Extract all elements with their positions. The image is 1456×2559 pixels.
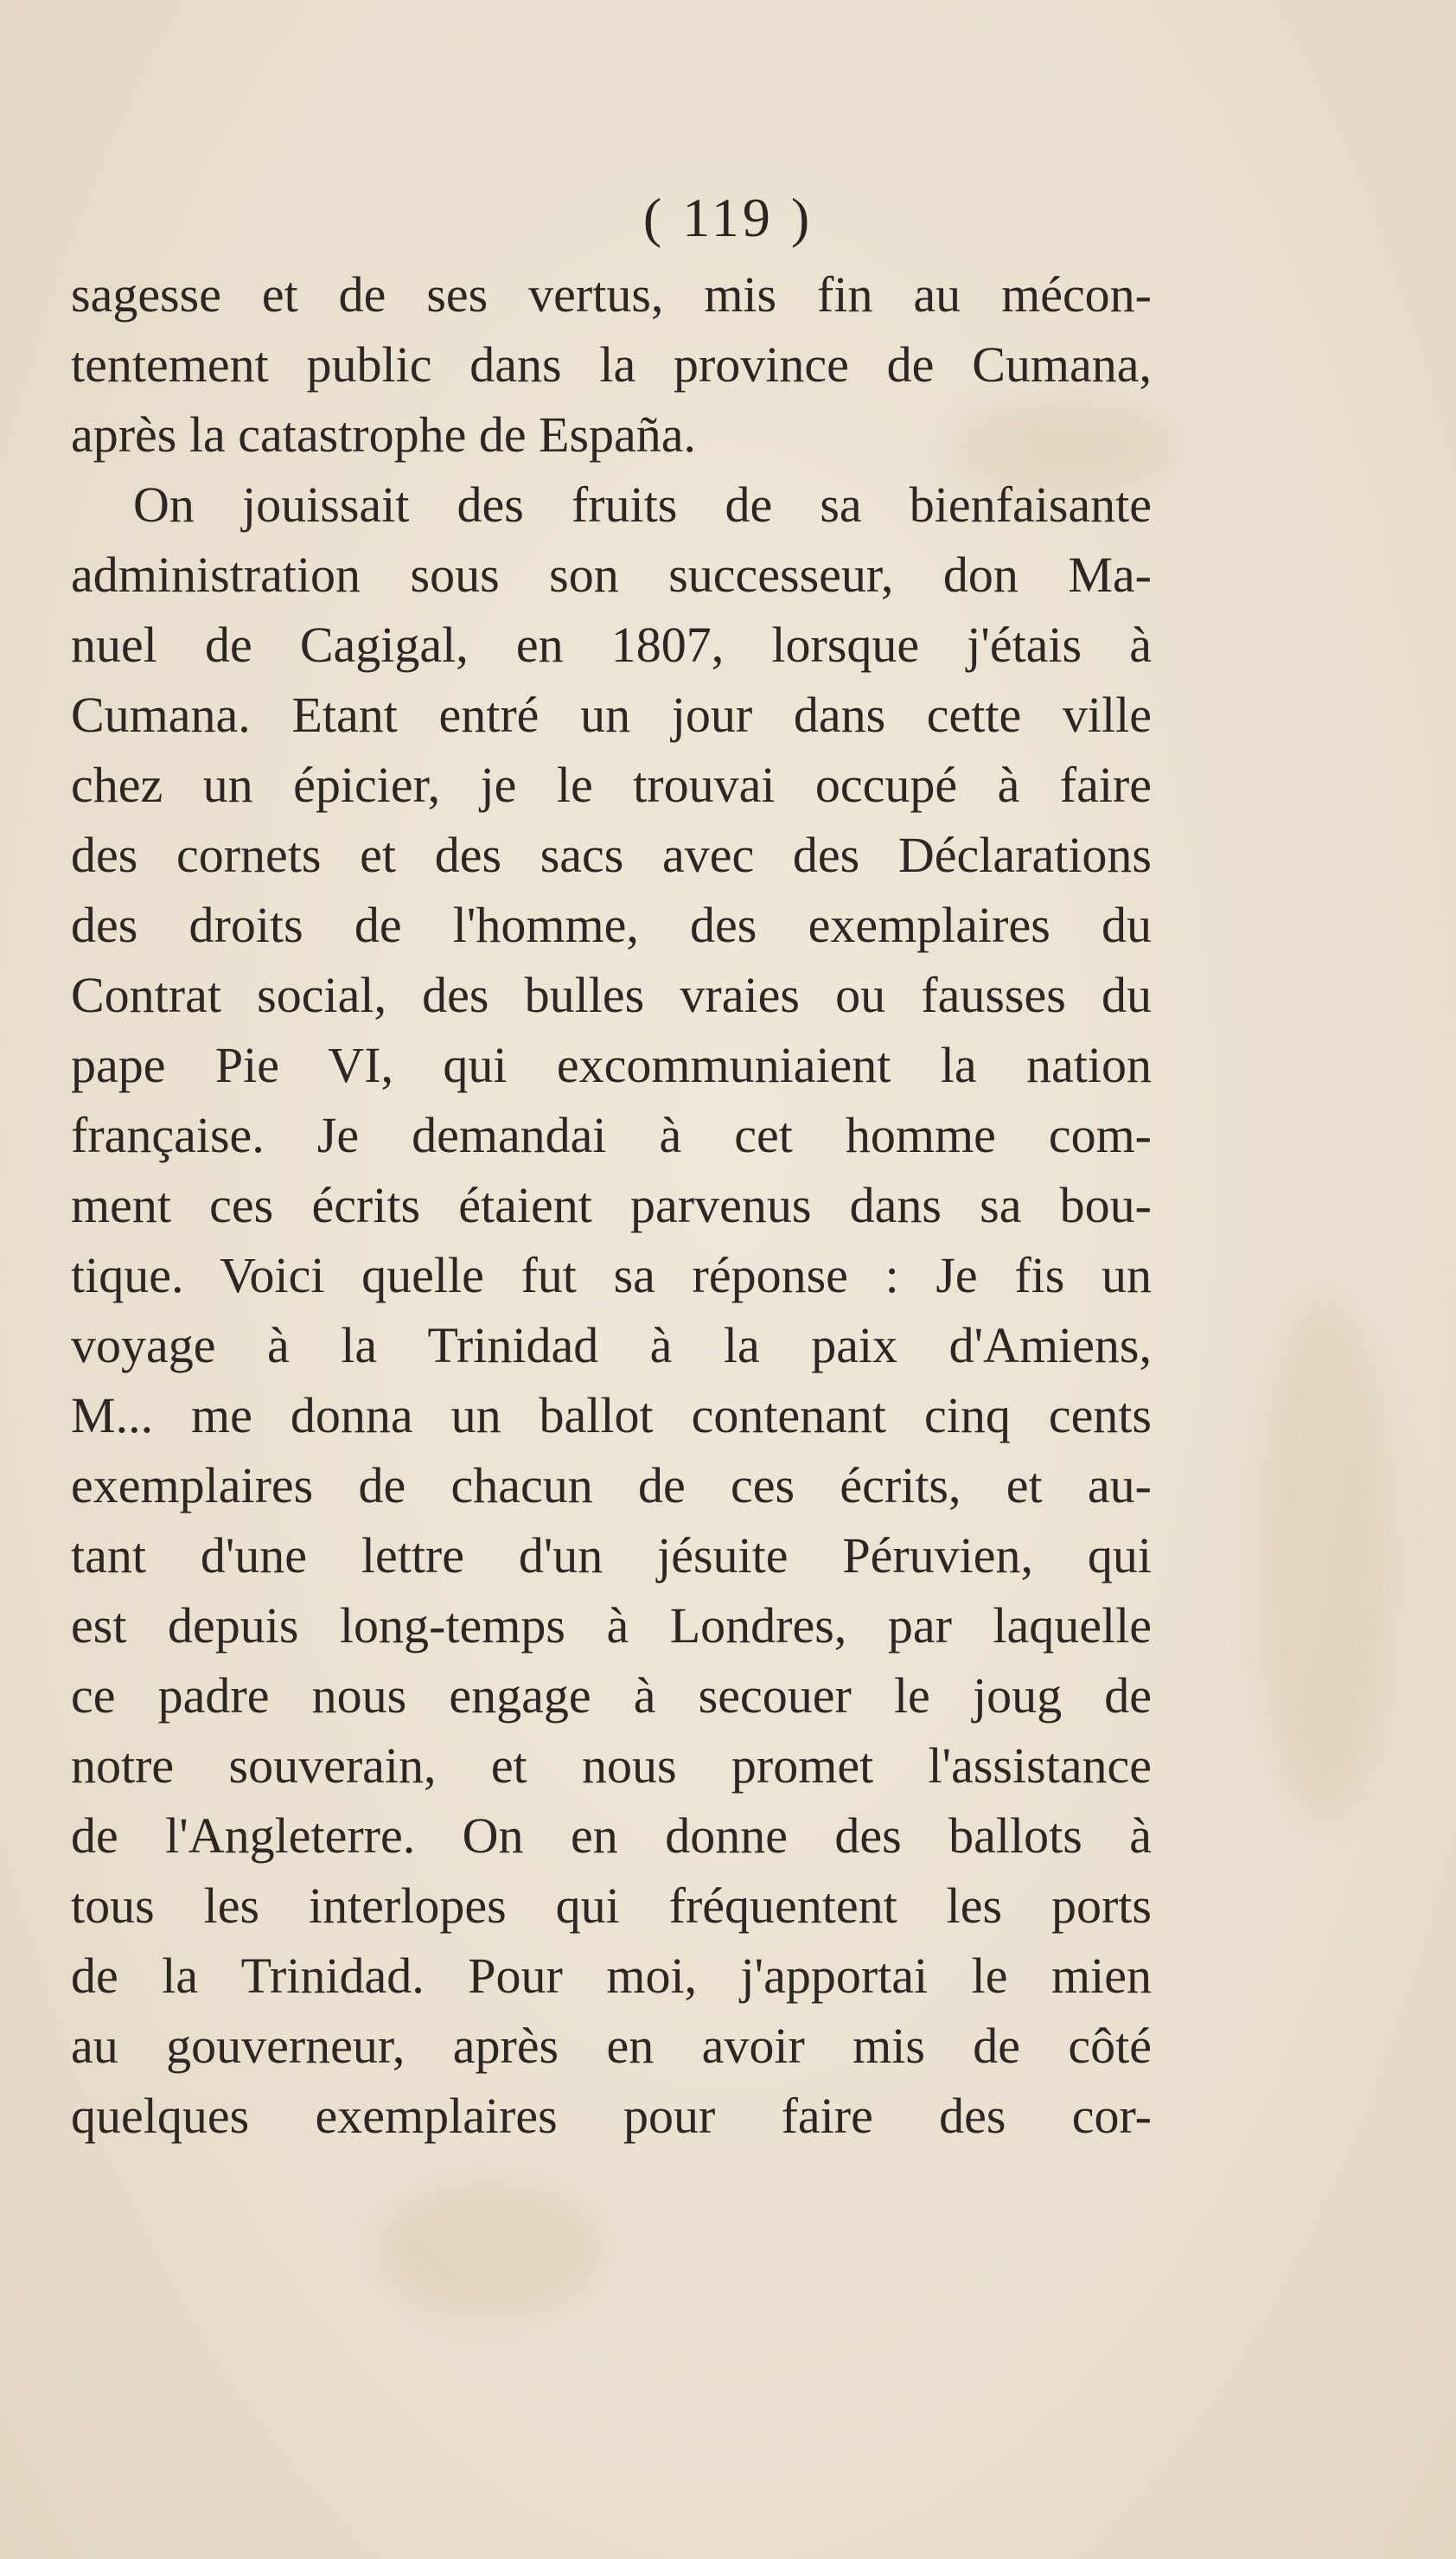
text-line: quelques exemplaires pour faire des cor- (71, 2088, 1152, 2144)
text-line: exemplaires de chacun de ces écrits, et au- (71, 1457, 1152, 1513)
text-line: des droits de l'homme, des exemplaires du (71, 897, 1152, 953)
text-line: tant d'une lettre d'un jésuite Péruvien, qui (71, 1527, 1152, 1583)
text-line: tique. Voici quelle fut sa réponse : Je fis un (71, 1247, 1152, 1303)
text-line: nuel de Cagigal, en 1807, lorsque j'étais à (71, 617, 1152, 673)
text-line: ce padre nous engage à secouer le joug de (71, 1667, 1152, 1724)
text-line: administration sous son successeur, don Ma- (71, 547, 1152, 603)
text-line: des cornets et des sacs avec des Déclarations (71, 827, 1152, 883)
paper-stain (380, 2179, 605, 2318)
text-line: notre souverain, et nous promet l'assistance (71, 1737, 1152, 1794)
text-line: après la catastrophe de España. (71, 406, 697, 463)
text-line: ment ces écrits étaient parvenus dans sa bou- (71, 1177, 1152, 1233)
text-line: chez un épicier, je le trouvai occupé à faire (71, 757, 1152, 813)
text-line: de la Trinidad. Pour moi, j'apportai le mien (71, 1948, 1152, 2004)
text-line: Cumana. Etant entré un jour dans cette ville (71, 687, 1152, 743)
text-line: M... me donna un ballot contenant cinq cents (71, 1387, 1152, 1443)
text-line: est depuis long-temps à Londres, par laquelle (71, 1597, 1152, 1654)
text-line: sagesse et de ses vertus, mis fin au mécon- (71, 266, 1152, 323)
text-line: pape Pie VI, qui excommuniaient la nation (71, 1037, 1152, 1093)
text-line: tous les interlopes qui fréquentent les ports (71, 1878, 1152, 1934)
paper-stain (1254, 1297, 1392, 1816)
text-line: Contrat social, des bulles vraies ou fausses du (71, 967, 1152, 1023)
page-number: ( 119 ) (642, 187, 814, 248)
text-line: tentement public dans la province de Cumana, (71, 336, 1152, 393)
text-line: française. Je demandai à cet homme com- (71, 1107, 1152, 1163)
body-text (71, 259, 1152, 2151)
text-line: au gouverneur, après en avoir mis de côté (71, 2018, 1152, 2074)
text-line: de l'Angleterre. On en donne des ballots à (71, 1807, 1152, 1864)
text-line: On jouissait des fruits de sa bienfaisante (133, 477, 1152, 533)
text-line: voyage à la Trinidad à la paix d'Amiens, (71, 1317, 1152, 1373)
